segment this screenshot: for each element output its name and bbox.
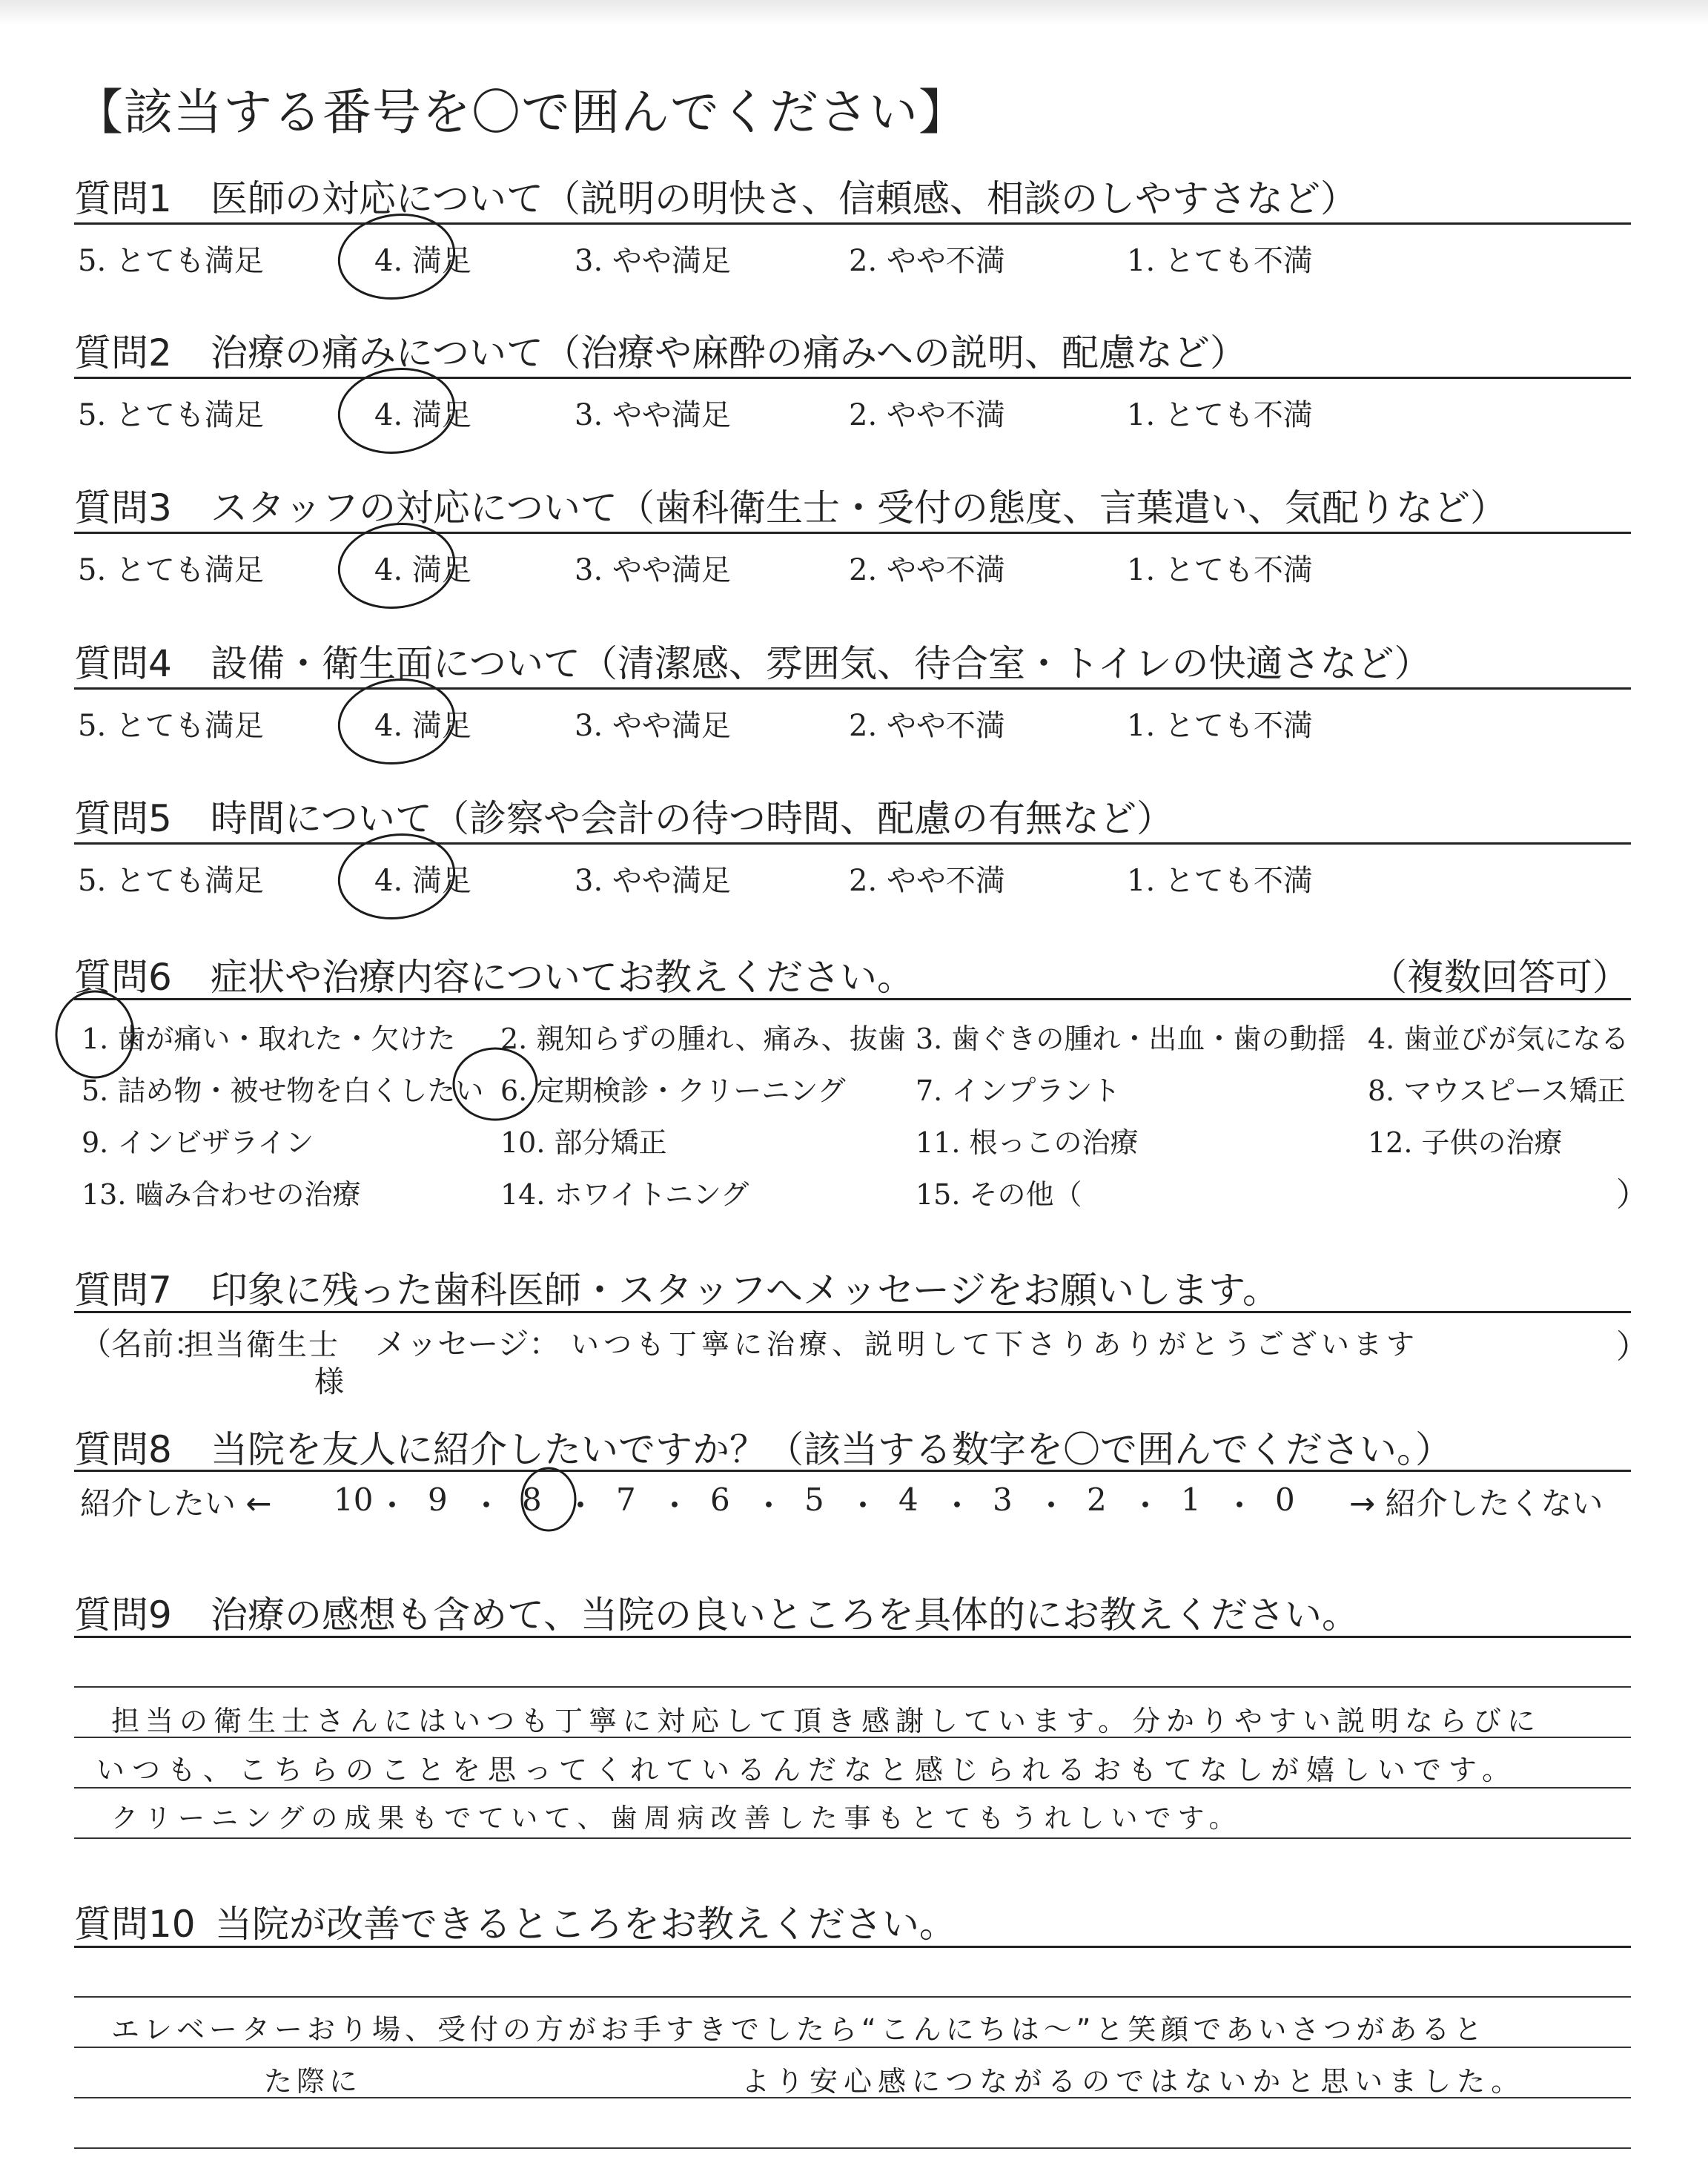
q7-heading <box>74 1261 1280 1314</box>
q10-answer-line-1 <box>74 1996 1631 1998</box>
q2-option-1[interactable]: 1. とても不満 <box>1127 398 1313 432</box>
q3-text: スタッフの対応について（歯科衛生士・受付の態度、言葉遣い、気配りなど） <box>211 486 1507 529</box>
q5-option-3[interactable]: 3. やや満足 <box>575 864 731 898</box>
q10-answer-line-4 <box>74 2147 1631 2149</box>
q5-option-2[interactable]: 2. やや不満 <box>849 864 1005 898</box>
q8-number: 質問8 <box>74 1428 172 1471</box>
q8-scale-10[interactable]: 10 <box>334 1482 374 1518</box>
q3-option-3[interactable]: 3. やや満足 <box>575 553 731 587</box>
q1-heading <box>74 169 1357 222</box>
q8-heading <box>74 1420 1452 1473</box>
q8-scale-2[interactable]: 2 <box>1087 1482 1107 1518</box>
q2-text: 治療の痛みについて（治療や麻酔の痛みへの説明、配慮など） <box>211 331 1247 374</box>
q6-option-5[interactable]: 5. 詰め物・被せ物を白くしたい <box>82 1074 484 1107</box>
q4-option-4[interactable]: 4. 満足 <box>374 709 471 743</box>
q5-option-1[interactable]: 1. とても不満 <box>1127 864 1313 898</box>
q6-option-11[interactable]: 11. 根っこの治療 <box>916 1126 1139 1159</box>
q10-answer-1: エレベーターおり場、受付の方がお手すきでしたら“こんにちは〜”と笑顔であいさつがあると <box>111 2013 1487 2046</box>
q7-text: 印象に残った歯科医師・スタッフへメッセージをお願いします。 <box>211 1269 1280 1312</box>
q6-number: 質問6 <box>74 956 172 999</box>
q3-option-2[interactable]: 2. やや不満 <box>849 553 1005 587</box>
q1-option-2[interactable]: 2. やや不満 <box>849 244 1005 278</box>
q9-heading <box>74 1585 1359 1639</box>
q8-rule <box>74 1470 1631 1472</box>
q8-separator: ・ <box>377 1487 408 1524</box>
q6-heading <box>74 948 914 1001</box>
q6-rule <box>74 998 1631 1000</box>
q3-number: 質問3 <box>74 486 172 529</box>
q7-message-label: メッセージ： <box>375 1326 560 1362</box>
q6-option-6[interactable]: 6. 定期検診・クリーニング <box>500 1074 846 1107</box>
q10-rule <box>74 1946 1631 1948</box>
q9-text: 治療の感想も含めて、当院の良いところを具体的にお教えください。 <box>211 1593 1359 1636</box>
q3-rule <box>74 532 1631 534</box>
q3-option-1[interactable]: 1. とても不満 <box>1127 553 1313 587</box>
q5-heading <box>74 789 1174 842</box>
q10-answer-2a: た際に <box>264 2065 363 2098</box>
q2-option-5[interactable]: 5. とても満足 <box>78 398 264 432</box>
q2-rule <box>74 377 1631 379</box>
q9-number: 質問9 <box>74 1593 172 1636</box>
q4-heading <box>74 634 1431 687</box>
q2-option-3[interactable]: 3. やや満足 <box>575 398 731 432</box>
q8-separator: ・ <box>753 1487 785 1524</box>
q8-separator: ・ <box>471 1487 503 1524</box>
q6-option-4[interactable]: 4. 歯並びが気になる <box>1368 1023 1629 1055</box>
q6-option-10[interactable]: 10. 部分矯正 <box>500 1126 667 1159</box>
q5-text: 時間について（診察や会計の待つ時間、配慮の有無など） <box>211 797 1174 840</box>
q8-scale-6[interactable]: 6 <box>710 1482 730 1518</box>
q7-name-suffix: 様 <box>314 1365 348 1399</box>
q6-option-15[interactable]: 15. その他（ <box>916 1178 1082 1211</box>
q10-number: 質問10 <box>74 1903 196 1946</box>
q5-rule <box>74 842 1631 845</box>
q8-separator: ・ <box>1130 1487 1162 1524</box>
q8-scale-9[interactable]: 9 <box>428 1482 448 1518</box>
q8-left-label: 紹介したい ← <box>80 1485 272 1522</box>
q5-option-5[interactable]: 5. とても満足 <box>78 864 264 898</box>
q9-answer-3: クリーニングの成果もでていて、歯周病改善した事もとてもうれしいです。 <box>111 1803 1242 1834</box>
q9-answer-line-1 <box>74 1686 1631 1688</box>
q7-close-paren: ） <box>1616 1328 1649 1366</box>
q6-option-7[interactable]: 7. インプラント <box>916 1074 1121 1107</box>
q10-heading <box>74 1895 956 1948</box>
q4-option-2[interactable]: 2. やや不満 <box>849 709 1005 743</box>
q6-close-paren: ） <box>1616 1176 1649 1214</box>
q2-option-4[interactable]: 4. 満足 <box>374 398 471 432</box>
q2-option-2[interactable]: 2. やや不満 <box>849 398 1005 432</box>
q6-option-12[interactable]: 12. 子供の治療 <box>1368 1126 1563 1159</box>
q1-rule <box>74 222 1631 225</box>
q1-option-1[interactable]: 1. とても不満 <box>1127 244 1313 278</box>
q10-answer-2b: より安心感につながるのではないかと思いました。 <box>741 2065 1526 2098</box>
q7-name-label: （名前： <box>80 1326 205 1362</box>
q1-option-4[interactable]: 4. 満足 <box>374 244 471 278</box>
q6-option-3[interactable]: 3. 歯ぐきの腫れ・出血・歯の動揺 <box>916 1023 1346 1055</box>
q8-separator: ・ <box>1224 1487 1256 1524</box>
q10-text: 当院が改善できるところをお教えください。 <box>215 1903 956 1946</box>
page-title: 【該当する番号を〇で囲んでください】 <box>74 84 968 141</box>
q4-number: 質問4 <box>74 642 172 685</box>
q2-heading <box>74 323 1247 377</box>
q5-number: 質問5 <box>74 797 172 840</box>
q8-scale-4[interactable]: 4 <box>898 1482 918 1518</box>
q4-option-3[interactable]: 3. やや満足 <box>575 709 731 743</box>
q7-name-value: 担当衛生士 <box>184 1328 340 1362</box>
q6-option-2[interactable]: 2. 親知らずの腫れ、痛み、抜歯 <box>500 1023 906 1055</box>
scan-top-edge <box>0 0 1708 25</box>
q8-scale-5[interactable]: 5 <box>804 1482 824 1518</box>
q5-option-4[interactable]: 4. 満足 <box>374 864 471 898</box>
q3-heading <box>74 478 1507 532</box>
q7-rule <box>74 1311 1631 1313</box>
q2-number: 質問2 <box>74 331 172 374</box>
q8-right-label: → 紹介したくない <box>1349 1485 1603 1522</box>
q8-scale-1[interactable]: 1 <box>1181 1482 1201 1518</box>
q4-option-5[interactable]: 5. とても満足 <box>78 709 264 743</box>
q4-rule <box>74 687 1631 690</box>
q6-option-14[interactable]: 14. ホワイトニング <box>500 1178 749 1211</box>
q6-text: 症状や治療内容についてお教えください。 <box>211 956 914 999</box>
q4-option-1[interactable]: 1. とても不満 <box>1127 709 1313 743</box>
q7-message-value: いつも丁寧に治療、説明して下さりありがとうございます <box>571 1328 1420 1361</box>
q8-separator: ・ <box>847 1487 879 1524</box>
q8-separator: ・ <box>565 1487 597 1524</box>
q9-answer-1: 担当の衛生士さんにはいつも丁寧に対応して頂き感謝しています。分かりやすい説明ならびに <box>111 1705 1541 1737</box>
q1-option-3[interactable]: 3. やや満足 <box>575 244 731 278</box>
q8-text: 当院を友人に紹介したいですか？（該当する数字を〇で囲んでください。） <box>211 1428 1452 1471</box>
q4-text: 設備・衛生面について（清潔感、雰囲気、待合室・トイレの快適さなど） <box>211 642 1431 685</box>
q1-text: 医師の対応について（説明の明快さ、信頼感、相談のしやすさなど） <box>211 177 1357 220</box>
q6-note: （複数回答可） <box>1370 956 1629 999</box>
q1-number: 質問1 <box>74 177 172 220</box>
q3-option-4[interactable]: 4. 満足 <box>374 553 471 587</box>
q8-separator: ・ <box>659 1487 691 1524</box>
q6-option-13[interactable]: 13. 嚙み合わせの治療 <box>82 1178 361 1211</box>
q6-option-9[interactable]: 9. インビザライン <box>82 1126 314 1159</box>
q1-option-5[interactable]: 5. とても満足 <box>78 244 264 278</box>
q8-separator: ・ <box>1036 1487 1068 1524</box>
q8-scale-7[interactable]: 7 <box>616 1482 636 1518</box>
q9-answer-line-4 <box>74 1837 1631 1839</box>
q9-answer-2: いつも、こちらのことを思ってくれているんだなと感じられるおもてなしが嬉しいです。 <box>96 1754 1517 1786</box>
q8-scale-3[interactable]: 3 <box>993 1482 1013 1518</box>
q8-scale-8[interactable]: 8 <box>522 1482 542 1518</box>
q8-scale-0[interactable]: 0 <box>1275 1482 1295 1518</box>
q3-option-5[interactable]: 5. とても満足 <box>78 553 264 587</box>
q6-option-1[interactable]: 1. 歯が痛い・取れた・欠けた <box>82 1023 456 1055</box>
q9-rule <box>74 1636 1631 1638</box>
q7-number: 質問7 <box>74 1269 172 1312</box>
q8-separator: ・ <box>941 1487 973 1524</box>
q6-option-8[interactable]: 8. マウスピース矯正 <box>1368 1074 1626 1107</box>
